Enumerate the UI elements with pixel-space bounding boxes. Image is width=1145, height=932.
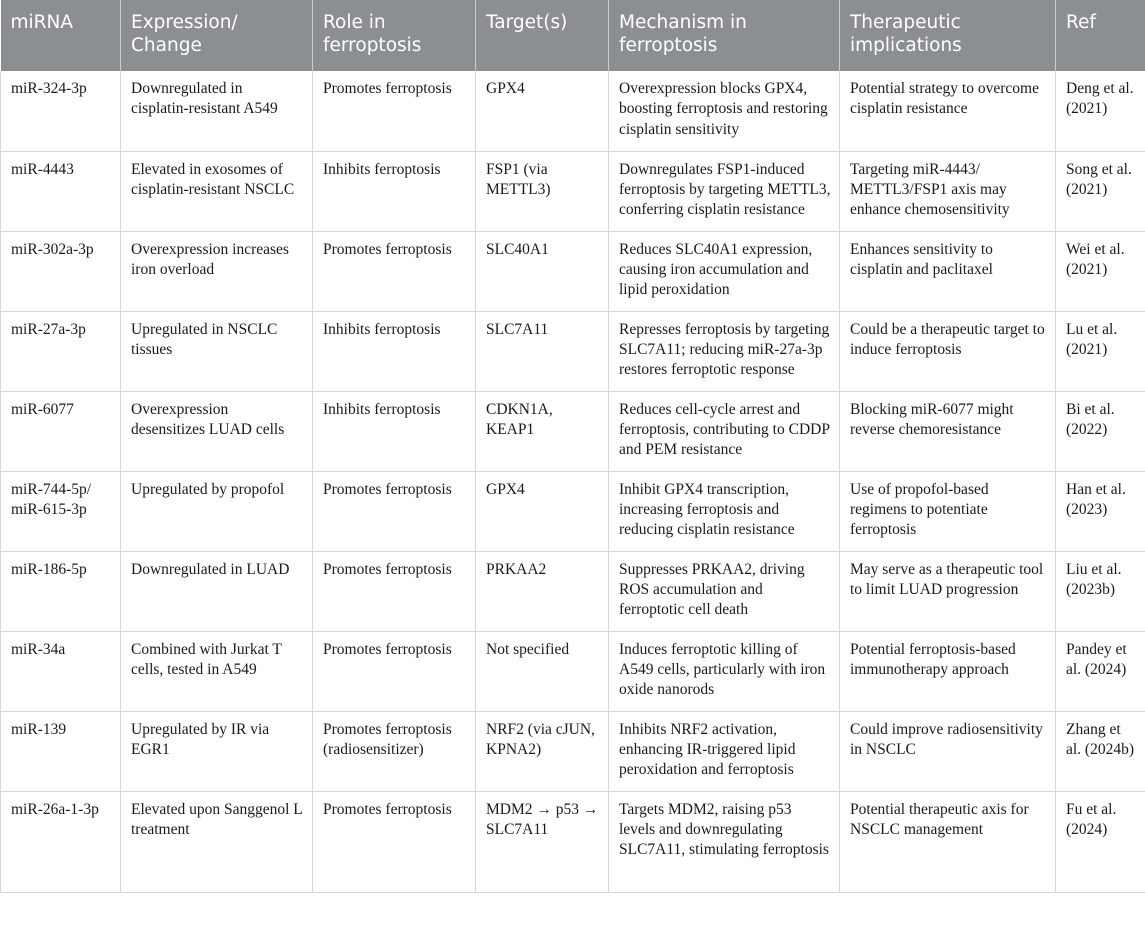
cell-therapeutic: Targeting miR-4443/ METTL3/FSP1 axis may enhance chemosensitivity: [840, 151, 1056, 231]
table-row: [1, 631, 1145, 711]
cell-role: Inhibits ferroptosis: [313, 391, 476, 471]
cell-role: Promotes ferroptosis: [313, 231, 476, 311]
cell-ref: Zhang et al. (2024b): [1056, 711, 1145, 791]
cell-targets: GPX4: [476, 471, 609, 551]
cell-ref: Lu et al. (2021): [1056, 311, 1145, 391]
cell-mechanism: Downregulates FSP1-induced ferroptosis by targeting METTL3, conferring cisplatin resistance: [609, 151, 840, 231]
cell-mechanism: Suppresses PRKAA2, driving ROS accumulation and ferroptotic cell death: [609, 551, 840, 631]
header-therapeutic-implications: Therapeutic implications: [840, 0, 1056, 71]
cell-ref: Han et al. (2023): [1056, 471, 1145, 551]
cell-therapeutic: Could improve radiosensitivity in NSCLC: [840, 711, 1056, 791]
cell-expression: Downregulated in cisplatin-resistant A549: [121, 71, 313, 151]
cell-mirna: miR-302a-3p: [1, 231, 121, 311]
cell-mechanism: Reduces SLC40A1 expression, causing iron accumulation and lipid peroxidation: [609, 231, 840, 311]
cell-mechanism: Targets MDM2, raising p53 levels and downregulating SLC7A11, stimulating ferroptosis: [609, 791, 840, 892]
table-row: [1, 551, 1145, 631]
cell-mirna: miR-139: [1, 711, 121, 791]
table-row: [1, 311, 1145, 391]
cell-targets: NRF2 (via cJUN, KPNA2): [476, 711, 609, 791]
header-mechanism: Mechanism in ferroptosis: [609, 0, 840, 71]
cell-expression: Upregulated by IR via EGR1: [121, 711, 313, 791]
cell-mirna: miR-744-5p/ miR-615-3p: [1, 471, 121, 551]
cell-expression: Overexpression desensitizes LUAD cells: [121, 391, 313, 471]
cell-mechanism: Reduces cell-cycle arrest and ferroptosis, contributing to CDDP and PEM resistance: [609, 391, 840, 471]
cell-expression: Combined with Jurkat T cells, tested in A549: [121, 631, 313, 711]
cell-mechanism: Inhibits NRF2 activation, enhancing IR-triggered lipid peroxidation and ferroptosis: [609, 711, 840, 791]
cell-ref: Wei et al. (2021): [1056, 231, 1145, 311]
cell-targets: FSP1 (via METTL3): [476, 151, 609, 231]
header-ref: Ref: [1056, 0, 1145, 71]
cell-mechanism: Overexpression blocks GPX4, boosting ferroptosis and restoring cisplatin sensitivity: [609, 71, 840, 151]
cell-expression: Overexpression increases iron overload: [121, 231, 313, 311]
cell-targets: SLC40A1: [476, 231, 609, 311]
table-row: [1, 791, 1145, 892]
cell-role: Promotes ferroptosis: [313, 551, 476, 631]
cell-ref: Bi et al. (2022): [1056, 391, 1145, 471]
table-row: [1, 71, 1145, 151]
cell-ref: Song et al. (2021): [1056, 151, 1145, 231]
header-targets: Target(s): [476, 0, 609, 71]
header-expression-change: Expression/ Change: [121, 0, 313, 71]
cell-mirna: miR-324-3p: [1, 71, 121, 151]
cell-mirna: miR-4443: [1, 151, 121, 231]
cell-role: Promotes ferroptosis: [313, 631, 476, 711]
cell-mirna: miR-6077: [1, 391, 121, 471]
cell-ref: Deng et al. (2021): [1056, 71, 1145, 151]
table-row: [1, 231, 1145, 311]
cell-expression: Elevated upon Sanggenol L treatment: [121, 791, 313, 892]
header-mirna: miRNA: [1, 0, 121, 71]
cell-mirna: miR-26a-1-3p: [1, 791, 121, 892]
cell-role: Inhibits ferroptosis: [313, 151, 476, 231]
cell-role: Promotes ferroptosis: [313, 471, 476, 551]
cell-therapeutic: Potential therapeutic axis for NSCLC management: [840, 791, 1056, 892]
table-row: [1, 151, 1145, 231]
cell-role: Promotes ferroptosis: [313, 791, 476, 892]
cell-targets: MDM2 → p53 → SLC7A11: [476, 791, 609, 892]
cell-targets: Not specified: [476, 631, 609, 711]
cell-ref: Fu et al. (2024): [1056, 791, 1145, 892]
table-row: [1, 391, 1145, 471]
header-role-in-ferroptosis: Role in ferroptosis: [313, 0, 476, 71]
cell-therapeutic: Potential ferroptosis-based immunotherapy approach: [840, 631, 1056, 711]
cell-mechanism: Represses ferroptosis by targeting SLC7A11; reducing miR-27a-3p restores ferroptotic response: [609, 311, 840, 391]
cell-targets: CDKN1A, KEAP1: [476, 391, 609, 471]
cell-mirna: miR-34a: [1, 631, 121, 711]
cell-mechanism: Induces ferroptotic killing of A549 cells, particularly with iron oxide nanorods: [609, 631, 840, 711]
cell-expression: Downregulated in LUAD: [121, 551, 313, 631]
cell-role: Inhibits ferroptosis: [313, 311, 476, 391]
cell-expression: Upregulated in NSCLC tissues: [121, 311, 313, 391]
table-row: [1, 711, 1145, 791]
cell-ref: Liu et al. (2023b): [1056, 551, 1145, 631]
cell-therapeutic: Could be a therapeutic target to induce ferroptosis: [840, 311, 1056, 391]
cell-targets: PRKAA2: [476, 551, 609, 631]
cell-expression: Elevated in exosomes of cisplatin-resistant NSCLC: [121, 151, 313, 231]
cell-therapeutic: Blocking miR-6077 might reverse chemoresistance: [840, 391, 1056, 471]
header-row: [1, 0, 1145, 71]
cell-role: Promotes ferroptosis: [313, 71, 476, 151]
cell-mirna: miR-186-5p: [1, 551, 121, 631]
cell-therapeutic: Use of propofol-based regimens to potentiate ferroptosis: [840, 471, 1056, 551]
cell-therapeutic: Potential strategy to overcome cisplatin resistance: [840, 71, 1056, 151]
cell-therapeutic: May serve as a therapeutic tool to limit LUAD progression: [840, 551, 1056, 631]
cell-expression: Upregulated by propofol: [121, 471, 313, 551]
cell-therapeutic: Enhances sensitivity to cisplatin and paclitaxel: [840, 231, 1056, 311]
cell-targets: GPX4: [476, 71, 609, 151]
cell-ref: Pandey et al. (2024): [1056, 631, 1145, 711]
table-row: [1, 471, 1145, 551]
cell-role: Promotes ferroptosis (radiosensitizer): [313, 711, 476, 791]
cell-mirna: miR-27a-3p: [1, 311, 121, 391]
cell-targets: SLC7A11: [476, 311, 609, 391]
cell-mechanism: Inhibit GPX4 transcription, increasing ferroptosis and reducing cisplatin resistance: [609, 471, 840, 551]
